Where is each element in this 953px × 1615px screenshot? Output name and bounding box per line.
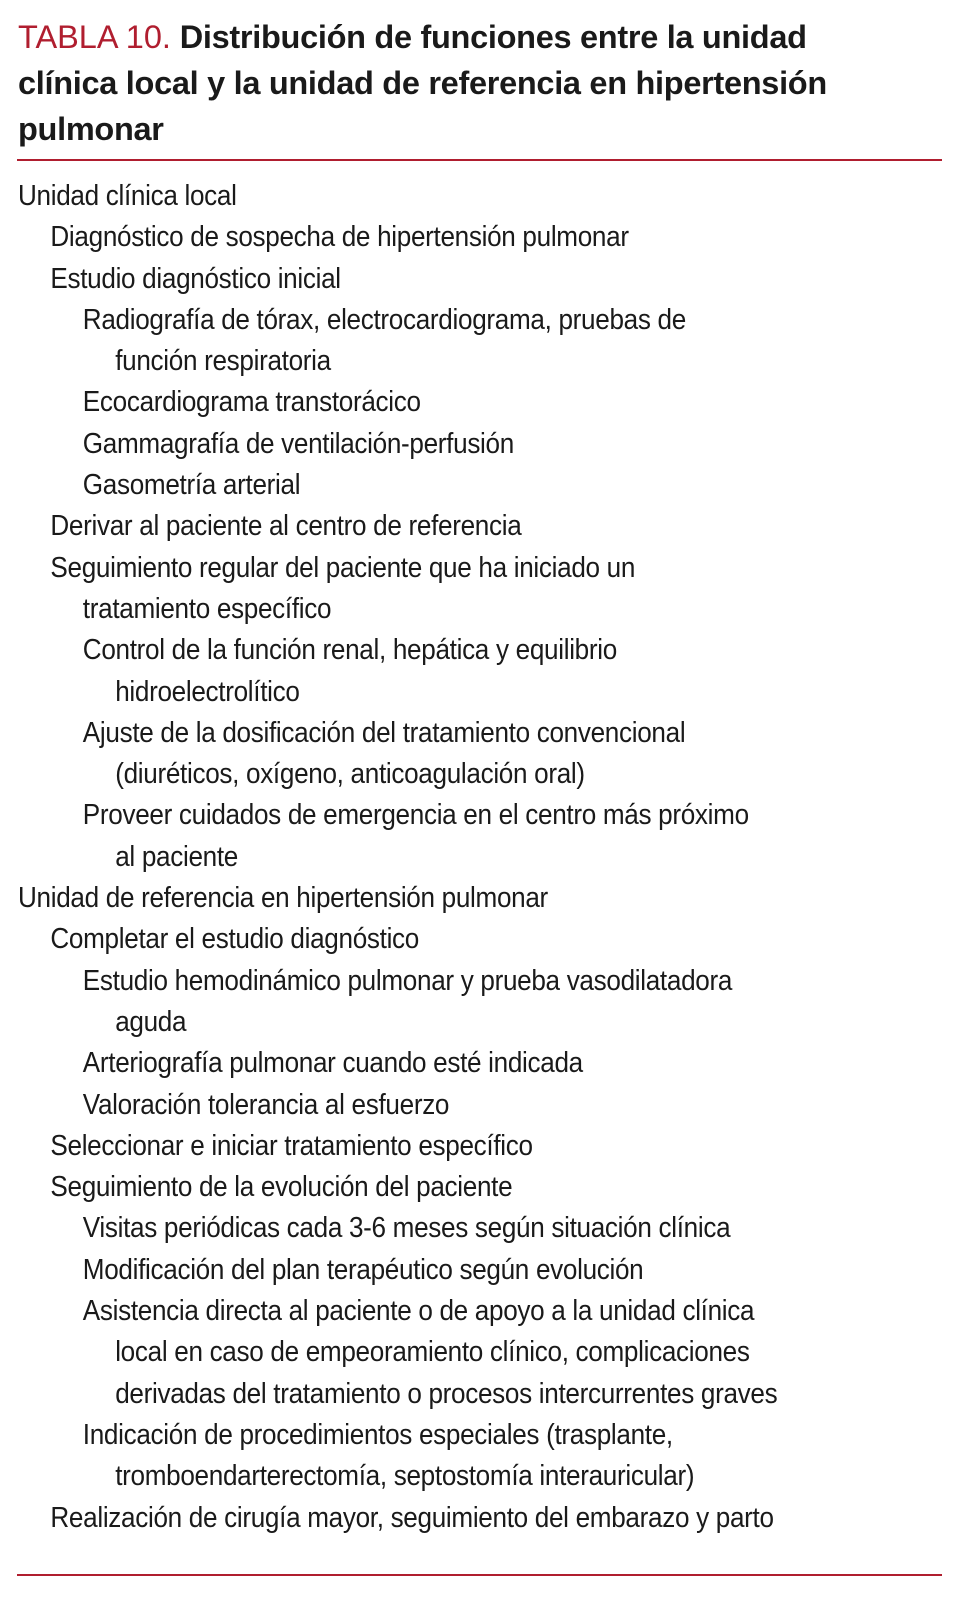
list-item: Seguimiento regular del paciente que ha iniciado un: [50, 551, 636, 584]
list-item: Control de la función renal, hepática y equilibrio: [82, 634, 617, 667]
top-divider: [17, 159, 942, 161]
list-item-continuation: al paciente: [115, 840, 238, 873]
table-label: TABLA 10.: [18, 19, 171, 55]
section-heading-local-unit: Unidad clínica local: [18, 180, 237, 212]
list-item: Radiografía de tórax, electrocardiograma, pruebas de: [82, 303, 686, 336]
list-item: Realización de cirugía mayor, seguimiento del embarazo y parto: [50, 1501, 774, 1534]
table-body: [18, 176, 938, 1539]
list-item: Completar el estudio diagnóstico: [50, 923, 419, 956]
list-item: Asistencia directa al paciente o de apoyo a la unidad clínica: [82, 1295, 755, 1328]
bottom-divider: [17, 1574, 942, 1576]
list-item-continuation: tromboendarterectomía, septostomía interauricular): [115, 1460, 695, 1493]
list-item-continuation: (diuréticos, oxígeno, anticoagulación oral): [115, 758, 585, 791]
list-item-continuation: hidroelectrolítico: [115, 675, 300, 708]
list-item-continuation: función respiratoria: [115, 345, 331, 378]
section-heading-reference-unit: Unidad de referencia en hipertensión pulmonar: [18, 882, 548, 915]
list-item: Seguimiento de la evolución del paciente: [50, 1171, 513, 1204]
table-title-line-1: Distribución de funciones entre la unidad: [179, 19, 807, 55]
list-item: Gammagrafía de ventilación-perfusión: [82, 427, 514, 460]
list-item-continuation: aguda: [115, 1005, 187, 1038]
table-title-line-2: clínica local y la unidad de referencia en hipertensión: [18, 65, 827, 101]
list-item-continuation: tratamiento específico: [82, 592, 332, 625]
list-item: Visitas periódicas cada 3-6 meses según situación clínica: [82, 1212, 731, 1245]
list-item: Derivar al paciente al centro de referencia: [50, 510, 522, 543]
list-item: Estudio diagnóstico inicial: [50, 262, 341, 295]
list-item: Arteriografía pulmonar cuando esté indicada: [82, 1047, 583, 1080]
list-item: Estudio hemodinámico pulmonar y prueba vasodilatadora: [82, 964, 733, 997]
list-item: Ajuste de la dosificación del tratamiento convencional: [82, 716, 686, 749]
table-title-line-3: pulmonar: [18, 111, 164, 147]
table-caption: [18, 14, 938, 152]
list-item-continuation: derivadas del tratamiento o procesos intercurrentes graves: [115, 1377, 778, 1410]
list-item: Gasometría arterial: [82, 469, 301, 502]
list-item: Diagnóstico de sospecha de hipertensión pulmonar: [50, 221, 629, 254]
list-item: Valoración tolerancia al esfuerzo: [82, 1088, 450, 1121]
list-item: Indicación de procedimientos especiales (trasplante,: [82, 1418, 673, 1451]
list-item-continuation: local en caso de empeoramiento clínico, complicaciones: [115, 1336, 750, 1369]
list-item: Seleccionar e iniciar tratamiento específico: [50, 1129, 533, 1162]
list-item: Ecocardiograma transtorácico: [82, 386, 421, 419]
list-item: Proveer cuidados de emergencia en el centro más próximo: [82, 799, 749, 832]
list-item: Modificación del plan terapéutico según evolución: [82, 1253, 644, 1286]
